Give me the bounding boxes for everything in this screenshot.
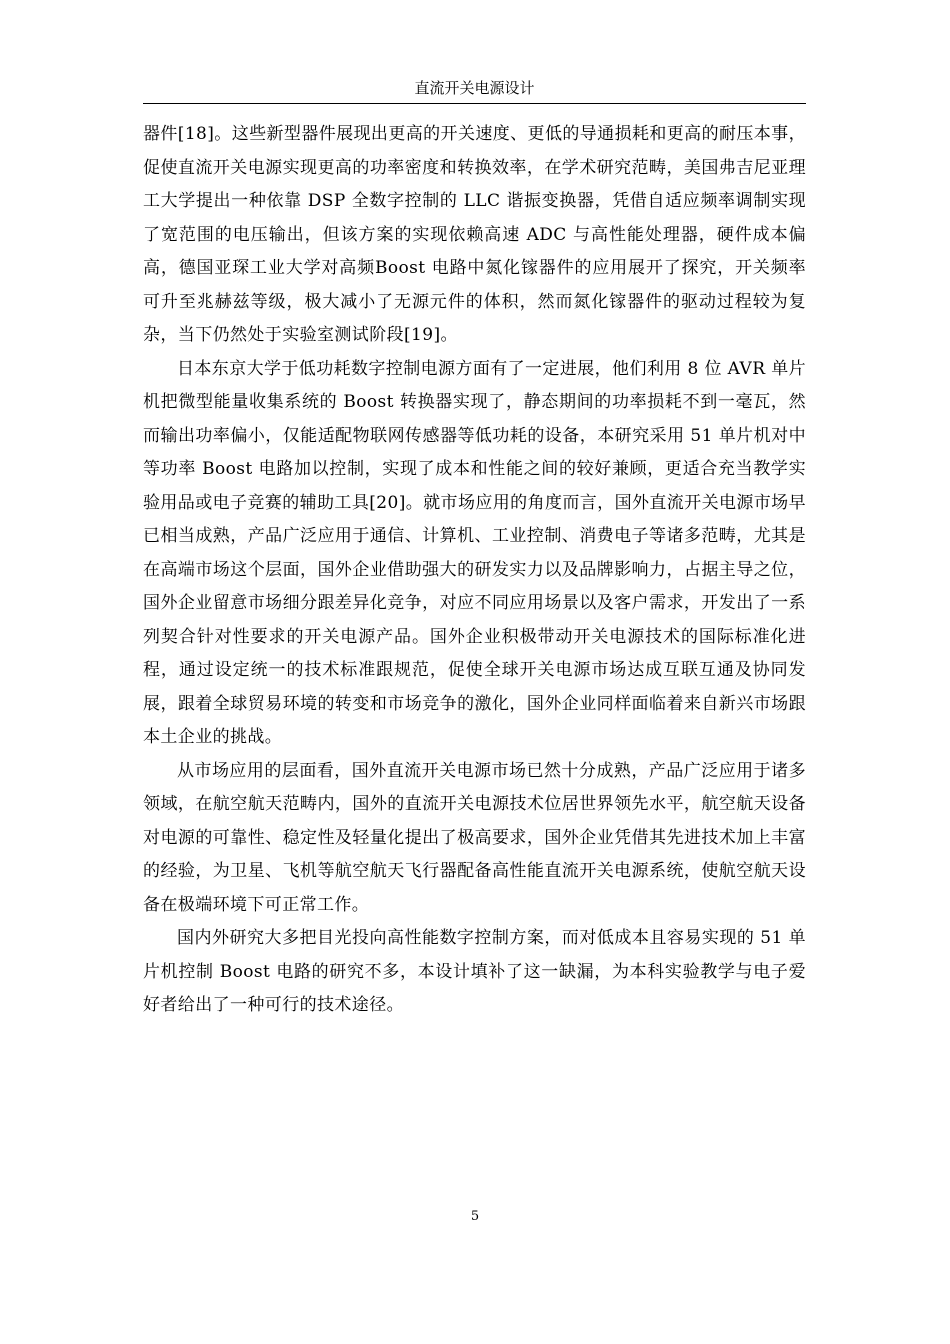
header-rule bbox=[143, 103, 806, 104]
body-text bbox=[143, 118, 806, 1023]
paragraph: 国内外研究大多把目光投向高性能数字控制方案，而对低成本且容易实现的 51 单片机控制 Boost 电路的研究不多，本设计填补了这一缺漏，为本科实验教学与电子爱好者给出了一种可行的技术途径。 bbox=[143, 928, 806, 1015]
running-header: 直流开关电源设计 bbox=[414, 79, 535, 97]
page-number: 5 bbox=[470, 1209, 480, 1224]
paragraph: 日本东京大学于低功耗数字控制电源方面有了一定进展，他们利用 8 位 AVR 单片机把微型能量收集系统的 Boost 转换器实现了，静态期间的功率损耗不到一毫瓦，然而输出功率偏小，仅能适配物联网传感器等低功耗的设备，本研究采用 51 单片机对中等功率 Boost 电路加以控制，实现了成本和性能之间的较好兼顾，更适合充当教学实验用品或电子竞赛的辅助工具[20]。就市场应用的角度而言，国外直流开关电源市场早已相当成熟，产品广泛应用于通信、计算机、工业控制、消费电子等诸多范畴，尤其是在高端市场这个层面，国外企业借助强大的研发实力以及品牌影响力，占据主导之位，国外企业留意市场细分跟差异化竞争，对应不同应用场景以及客户需求，开发出了一系列契合针对性要求的开关电源产品。国外企业积极带动开关电源技术的国际标准化进程，通过设定统一的技术标准跟规范，促使全球开关电源市场达成互联互通及协同发展，跟着全球贸易环境的转变和市场竞争的激化，国外企业同样面临着来自新兴市场跟本土企业的挑战。 bbox=[143, 358, 806, 747]
paragraph-continued: 器件[18]。这些新型器件展现出更高的开关速度、更低的导通损耗和更高的耐压本事，促使直流开关电源实现更高的功率密度和转换效率，在学术研究范畴，美国弗吉尼亚理工大学提出一种依靠 DSP 全数字控制的 LLC 谐振变换器，凭借自适应频率调制实现了宽范围的电压输出，但该方案的实现依赖高速 ADC 与高性能处理器，硬件成本偏高，德国亚琛工业大学对高频Boost 电路中氮化镓器件的应用展开了探究，开关频率可升至兆赫兹等级，极大减小了无源元件的体积，然而氮化镓器件的驱动过程较为复杂，当下仍然处于实验室测试阶段[19]。 bbox=[143, 124, 806, 345]
paragraph: 从市场应用的层面看，国外直流开关电源市场已然十分成熟，产品广泛应用于诸多领域，在航空航天范畴内，国外的直流开关电源技术位居世界领先水平，航空航天设备对电源的可靠性、稳定性及轻量化提出了极高要求，国外企业凭借其先进技术加上丰富的经验，为卫星、飞机等航空航天飞行器配备高性能直流开关电源系统，使航空航天设备在极端环境下可正常工作。 bbox=[143, 760, 806, 915]
